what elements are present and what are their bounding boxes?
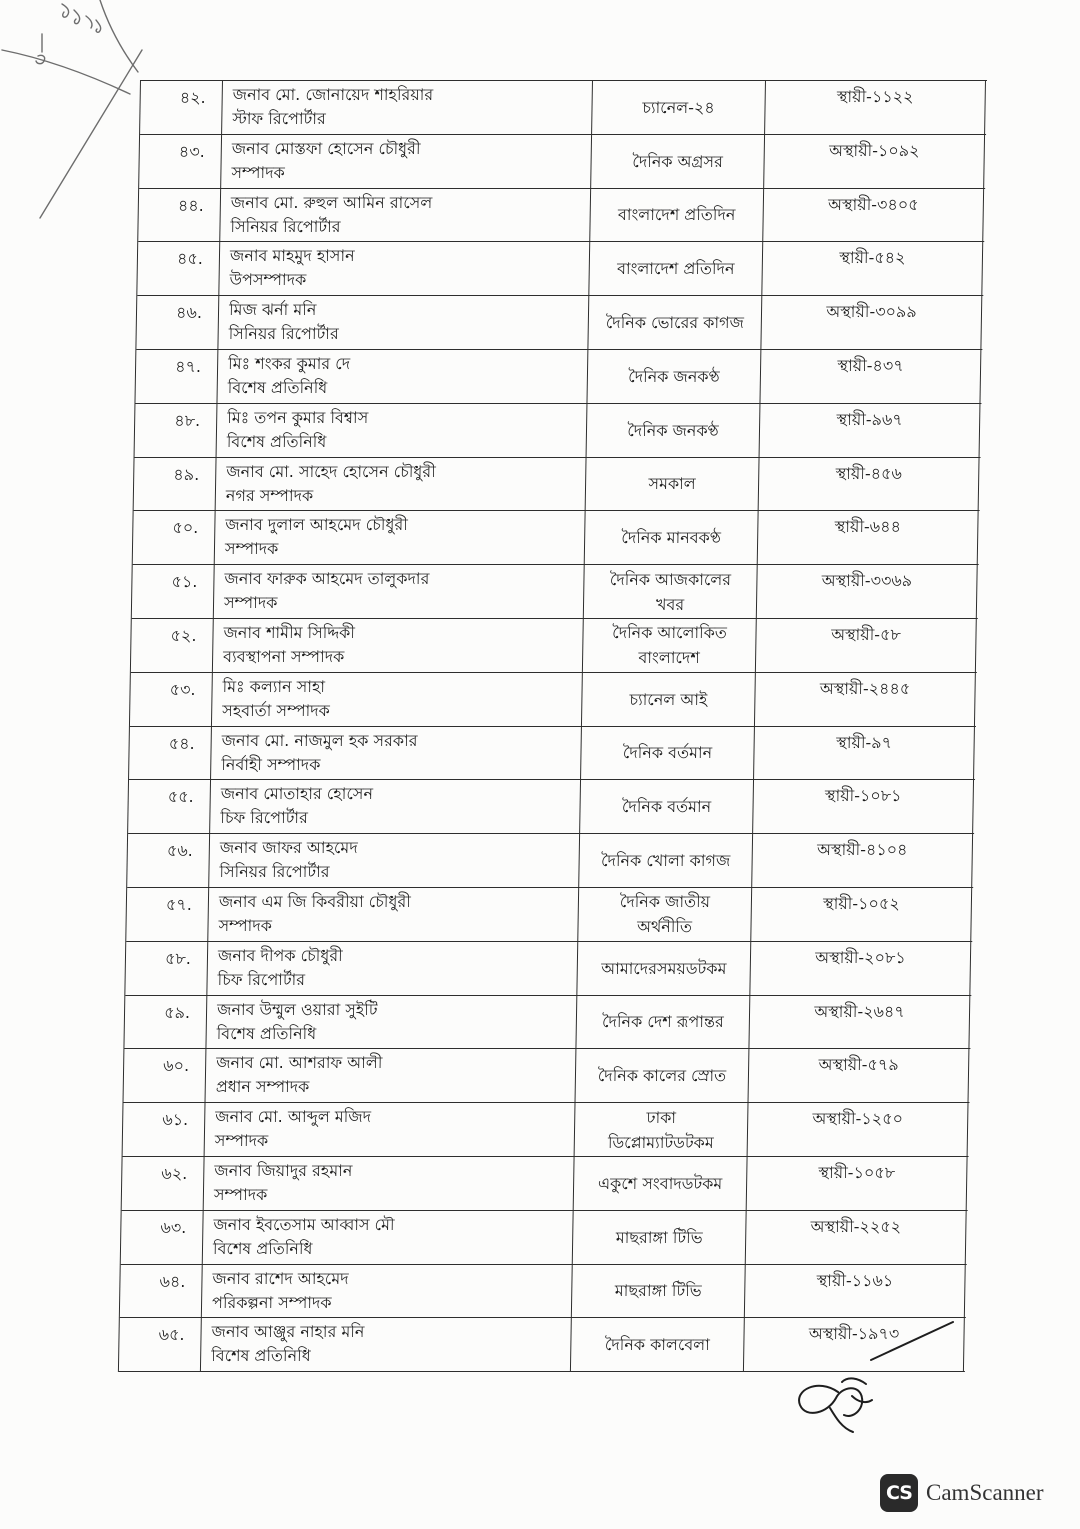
table-row bbox=[130, 673, 977, 727]
table-row bbox=[140, 81, 987, 135]
table-row bbox=[137, 242, 984, 296]
person-cell bbox=[210, 780, 581, 833]
person-name: মিঃ শংকর কুমার দে bbox=[227, 353, 351, 373]
media-outlet-name: বাংলাদেশ প্রতিদিন bbox=[617, 205, 736, 225]
media-outlet-name: একুশে সংবাদডটকম bbox=[597, 1173, 723, 1193]
media-outlet-cell bbox=[587, 350, 761, 403]
person-name: মিঃ কল্যান সাহা bbox=[222, 676, 326, 696]
person-name: জনাব ইবতেসাম আব্বাস মৌ bbox=[213, 1214, 395, 1234]
media-outlet-cell bbox=[572, 1265, 746, 1318]
card-number: অস্থায়ী-৫৭৯ bbox=[749, 1049, 970, 1102]
table-row bbox=[126, 888, 973, 942]
person-designation: সিনিয়র রিপোর্টার bbox=[230, 216, 341, 236]
media-outlet-cell bbox=[577, 942, 751, 995]
person-cell bbox=[222, 81, 593, 134]
person-name: জনাব দুলাল আহমেদ চৌধুরী bbox=[225, 515, 408, 535]
serial-number: ৫২. bbox=[131, 619, 214, 672]
serial-number: ৪৫. bbox=[137, 242, 220, 295]
person-designation: চিফ রিপোর্টার bbox=[220, 808, 309, 828]
media-outlet-cell bbox=[586, 458, 760, 511]
card-number: অস্থায়ী-১৯৭৩ bbox=[744, 1318, 965, 1371]
person-name: জনাব ফারুক আহমেদ তালুকদার bbox=[224, 569, 430, 589]
person-designation: উপসম্পাদক bbox=[229, 270, 307, 290]
person-name: জনাব মো. আব্দুল মজিদ bbox=[215, 1107, 372, 1127]
card-number: স্থায়ী-৫৪২ bbox=[762, 242, 983, 295]
serial-number: ৬২. bbox=[122, 1157, 205, 1210]
person-designation: সম্পাদক bbox=[213, 1184, 268, 1204]
media-outlet-cell bbox=[578, 888, 752, 941]
card-number: স্থায়ী-১১২২ bbox=[765, 81, 986, 134]
serial-number: ৫৪. bbox=[129, 727, 212, 780]
media-outlet-name: বাংলাদেশ প্রতিদিন bbox=[616, 259, 735, 279]
media-outlet-name: সমকাল bbox=[648, 474, 696, 494]
person-designation: সম্পাদক bbox=[223, 593, 278, 613]
serial-number: ৪৩. bbox=[139, 135, 222, 188]
person-name: জনাব রাশেদ আহমেদ bbox=[212, 1268, 349, 1288]
media-outlet-name: দৈনিক আলোকিত বাংলাদেশ bbox=[612, 623, 728, 668]
serial-number: ৫৯. bbox=[124, 996, 207, 1049]
card-number: অস্থায়ী-২০৮১ bbox=[750, 942, 971, 995]
serial-number: ৬১. bbox=[123, 1103, 206, 1156]
card-number: অস্থায়ী-১২৫০ bbox=[748, 1103, 969, 1156]
person-cell bbox=[212, 673, 583, 726]
person-name: মিঃ তপন কুমার বিশ্বাস bbox=[227, 407, 369, 427]
person-cell bbox=[216, 458, 587, 511]
person-cell bbox=[215, 511, 586, 564]
person-name: জনাব দীপক চৌধুরী bbox=[217, 945, 343, 965]
person-cell bbox=[204, 1157, 575, 1210]
person-designation: সম্পাদক bbox=[231, 162, 285, 182]
accreditation-table bbox=[118, 80, 987, 1372]
card-number: অস্থায়ী-৩৩৬৯ bbox=[757, 565, 978, 618]
card-number: স্থায়ী-৪৩৭ bbox=[760, 350, 981, 403]
media-outlet-cell bbox=[573, 1211, 747, 1264]
table-row bbox=[136, 296, 983, 350]
media-outlet-cell bbox=[584, 565, 758, 618]
table-row bbox=[139, 135, 986, 189]
serial-number: ৫৬. bbox=[127, 834, 210, 887]
person-designation: সিনিয়র রিপোর্টার bbox=[219, 862, 330, 882]
media-outlet-name: দৈনিক মানবকণ্ঠ bbox=[621, 528, 722, 548]
serial-number: ৪৪. bbox=[138, 189, 221, 242]
person-designation: সিনিয়র রিপোর্টার bbox=[228, 324, 339, 344]
person-name: জনাব জাফর আহমেদ bbox=[219, 838, 358, 858]
serial-number: ৪২. bbox=[140, 81, 223, 134]
card-number: স্থায়ী-৪৫৬ bbox=[759, 458, 980, 511]
person-name: জনাব এম জি কিবরীয়া চৌধুরী bbox=[218, 891, 411, 911]
table-row bbox=[132, 565, 979, 619]
card-number: অস্থায়ী-৫৮ bbox=[756, 619, 977, 672]
media-outlet-name: দৈনিক জনকণ্ঠ bbox=[628, 366, 720, 386]
serial-number: ৪৭. bbox=[135, 350, 218, 403]
person-name: জনাব মাহমুদ হাসান bbox=[229, 246, 355, 266]
media-outlet-name: দৈনিক অগ্রসর bbox=[632, 151, 724, 171]
person-cell bbox=[214, 565, 585, 618]
person-cell bbox=[202, 1265, 573, 1318]
media-outlet-name: দৈনিক জাতীয় অর্থনীতি bbox=[619, 892, 711, 937]
table-row bbox=[135, 404, 982, 458]
serial-number: ৪৮. bbox=[135, 404, 218, 457]
person-name: জনাব জিয়াদুর রহমান bbox=[214, 1160, 353, 1180]
person-designation: বিশেষ প্রতিনিধি bbox=[227, 377, 328, 397]
person-designation: সম্পাদক bbox=[214, 1131, 269, 1151]
person-designation: চিফ রিপোর্টার bbox=[217, 969, 306, 989]
person-cell bbox=[217, 404, 588, 457]
card-number: অস্থায়ী-৩৪০৫ bbox=[763, 189, 984, 242]
person-name: মিজ ঝর্না মনি bbox=[228, 300, 317, 320]
serial-number: ৫৭. bbox=[126, 888, 209, 941]
card-number: স্থায়ী-১০৫২ bbox=[751, 888, 972, 941]
media-outlet-name: দৈনিক আজকালের খবর bbox=[609, 569, 732, 614]
table-row bbox=[135, 350, 982, 404]
person-cell bbox=[220, 189, 591, 242]
table-row bbox=[131, 619, 978, 673]
table-row bbox=[123, 1049, 970, 1103]
media-outlet-cell bbox=[591, 135, 765, 188]
card-number: স্থায়ী-১০৮১ bbox=[753, 780, 974, 833]
person-name: জনাব শামীম সিদ্দিকী bbox=[223, 622, 356, 642]
person-designation: ব্যবস্থাপনা সম্পাদক bbox=[222, 646, 345, 666]
card-number: অস্থায়ী-২২৫২ bbox=[746, 1211, 967, 1264]
card-number: স্থায়ী-৬৪৪ bbox=[758, 511, 979, 564]
table-row bbox=[138, 189, 985, 243]
media-outlet-name: দৈনিক জনকণ্ঠ bbox=[627, 420, 719, 440]
person-designation: পরিকল্পনা সম্পাদক bbox=[211, 1292, 332, 1312]
media-outlet-cell bbox=[588, 296, 762, 349]
person-name: জনাব আঞ্জুর নাহার মনি bbox=[211, 1322, 365, 1342]
person-name: জনাব মো. আশরাফ আলী bbox=[216, 1053, 383, 1073]
serial-number: ৫৫. bbox=[128, 780, 211, 833]
media-outlet-name: দৈনিক কালবেলা bbox=[604, 1335, 710, 1355]
person-name: জনাব মো. নাজমুল হক সরকার bbox=[221, 730, 418, 750]
person-designation: বিশেষ প্রতিনিধি bbox=[226, 431, 327, 451]
camscanner-logo-text: CamScanner bbox=[926, 1480, 1044, 1505]
media-outlet-name: আমাদেরসময়ডটকম bbox=[601, 958, 727, 978]
table-row bbox=[124, 996, 971, 1050]
table-row bbox=[123, 1103, 970, 1157]
media-outlet-cell bbox=[590, 189, 764, 242]
person-designation: বিশেষ প্রতিনিধি bbox=[216, 1023, 317, 1043]
person-name: জনাব মোতাহার হোসেন bbox=[220, 784, 374, 804]
person-designation: নগর সম্পাদক bbox=[225, 485, 314, 505]
media-outlet-name: দৈনিক ভোরের কাগজ bbox=[605, 313, 745, 333]
media-outlet-name: চ্যানেল-২৪ bbox=[642, 97, 715, 117]
person-cell bbox=[219, 242, 590, 295]
person-designation: স্টাফ রিপোর্টার bbox=[232, 109, 326, 128]
card-number: স্থায়ী-১১৬১ bbox=[745, 1265, 966, 1318]
media-outlet-name: দৈনিক বর্তমান bbox=[621, 797, 712, 817]
media-outlet-name: মাছরাঙ্গা টিভি bbox=[615, 1227, 703, 1247]
person-designation: সহবার্তা সম্পাদক bbox=[222, 700, 330, 720]
media-outlet-cell bbox=[582, 673, 756, 726]
card-number: অস্থায়ী-২৬৪৭ bbox=[749, 996, 970, 1049]
camscanner-logo-badge: CS bbox=[880, 1474, 918, 1512]
serial-number: ৬০. bbox=[124, 1049, 207, 1102]
card-number: অস্থায়ী-৪১০৪ bbox=[752, 834, 973, 887]
media-outlet-cell bbox=[587, 404, 761, 457]
person-name: জনাব উম্মুল ওয়ারা সুইটি bbox=[216, 999, 378, 1019]
card-number: স্থায়ী-১০৫৮ bbox=[747, 1157, 968, 1210]
table-row bbox=[133, 511, 980, 565]
media-outlet-name: দৈনিক বর্তমান bbox=[622, 743, 713, 763]
serial-number: ৬৪. bbox=[120, 1265, 203, 1318]
person-cell bbox=[201, 1318, 572, 1371]
person-cell bbox=[207, 942, 578, 995]
person-designation: সম্পাদক bbox=[218, 915, 273, 935]
media-outlet-cell bbox=[589, 242, 763, 295]
media-outlet-cell bbox=[585, 511, 759, 564]
person-name: জনাব মো. জোনায়েদ শাহরিয়ার bbox=[232, 85, 434, 104]
media-outlet-name: দৈনিক খোলা কাগজ bbox=[600, 851, 731, 871]
person-cell bbox=[206, 996, 577, 1049]
serial-number: ৪৯. bbox=[134, 458, 217, 511]
person-designation: বিশেষ প্রতিনিধি bbox=[211, 1346, 311, 1366]
serial-number: ৫০. bbox=[133, 511, 216, 564]
person-name: জনাব মো. রুহুল আমিন রাসেল bbox=[230, 192, 433, 212]
serial-number: ৫৮. bbox=[125, 942, 208, 995]
media-outlet-cell bbox=[574, 1157, 748, 1210]
person-cell bbox=[218, 296, 589, 349]
serial-number: ৫৩. bbox=[130, 673, 213, 726]
media-outlet-cell bbox=[576, 1049, 750, 1102]
table-row bbox=[120, 1265, 967, 1319]
person-name: জনাব মোস্তফা হোসেন চৌধুরী bbox=[231, 138, 421, 158]
media-outlet-name: ঢাকা ডিপ্লোম্যাটডটকম bbox=[607, 1107, 714, 1152]
table-row bbox=[127, 834, 974, 888]
table-row bbox=[128, 780, 975, 834]
media-outlet-name: মাছরাঙ্গা টিভি bbox=[614, 1281, 702, 1301]
person-designation: প্রধান সম্পাদক bbox=[215, 1077, 310, 1097]
table-row bbox=[119, 1318, 966, 1372]
person-cell bbox=[206, 1049, 577, 1102]
media-outlet-cell bbox=[592, 81, 766, 134]
table-row bbox=[121, 1211, 968, 1265]
media-outlet-name: দৈনিক দেশ রূপান্তর bbox=[601, 1012, 724, 1032]
media-outlet-cell bbox=[575, 1103, 749, 1156]
table-row bbox=[125, 942, 972, 996]
media-outlet-name: চ্যানেল আই bbox=[629, 689, 708, 709]
person-designation: নির্বাহী সম্পাদক bbox=[221, 754, 321, 774]
media-outlet-cell bbox=[583, 619, 757, 672]
serial-number: ৫১. bbox=[132, 565, 215, 618]
card-number: স্থায়ী-৯৬৭ bbox=[760, 404, 981, 457]
person-designation: বিশেষ প্রতিনিধি bbox=[212, 1238, 313, 1258]
person-cell bbox=[208, 888, 579, 941]
person-cell bbox=[221, 135, 592, 188]
person-cell bbox=[213, 619, 584, 672]
media-outlet-name: দৈনিক কালের স্রোত bbox=[597, 1066, 727, 1086]
person-cell bbox=[209, 834, 580, 887]
media-outlet-cell bbox=[580, 780, 754, 833]
table-row bbox=[134, 458, 981, 512]
card-number: স্থায়ী-৯৭ bbox=[754, 727, 975, 780]
serial-number: ৬৩. bbox=[121, 1211, 204, 1264]
person-cell bbox=[205, 1103, 576, 1156]
serial-number: ৬৫. bbox=[119, 1318, 202, 1371]
person-designation: সম্পাদক bbox=[224, 539, 279, 559]
person-cell bbox=[217, 350, 588, 403]
media-outlet-cell bbox=[579, 834, 753, 887]
card-number: অস্থায়ী-৩০৯৯ bbox=[761, 296, 982, 349]
person-cell bbox=[203, 1211, 574, 1264]
media-outlet-cell bbox=[576, 996, 750, 1049]
person-cell bbox=[211, 727, 582, 780]
serial-number: ৪৬. bbox=[136, 296, 219, 349]
table-row bbox=[129, 727, 976, 781]
card-number: অস্থায়ী-২৪৪৫ bbox=[755, 673, 976, 726]
person-name: জনাব মো. সাহেদ হোসেন চৌধুরী bbox=[226, 461, 436, 481]
table-row bbox=[122, 1157, 969, 1211]
card-number: অস্থায়ী-১০৯২ bbox=[764, 135, 985, 188]
media-outlet-cell bbox=[571, 1318, 745, 1371]
media-outlet-cell bbox=[581, 727, 755, 780]
